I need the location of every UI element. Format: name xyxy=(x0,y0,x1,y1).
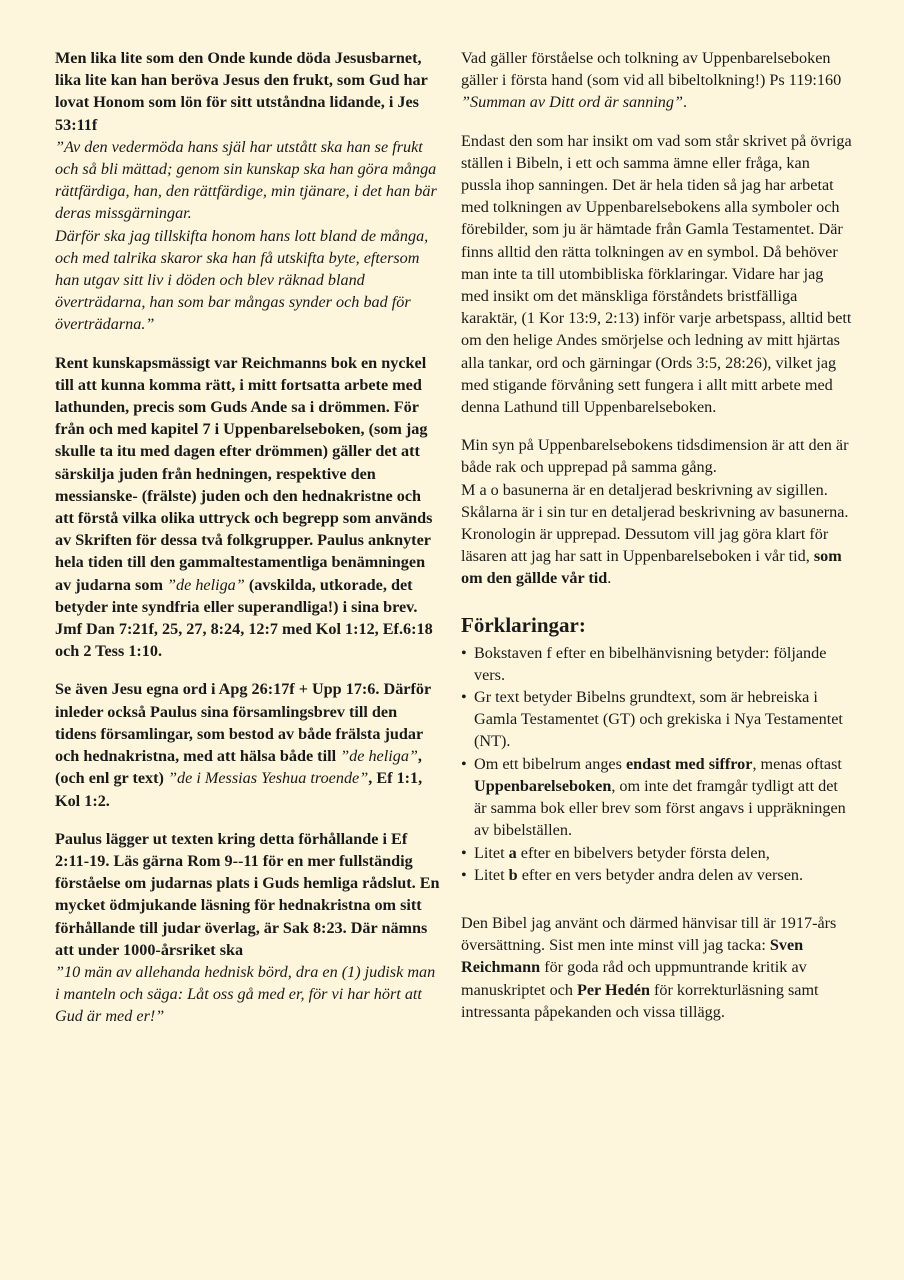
paragraph-right-3 xyxy=(461,434,853,589)
paragraph-right-4 xyxy=(461,912,853,1023)
paragraph-left-2-italic: ”de heliga” xyxy=(166,575,245,594)
list-item-text-1: Om ett bibelrum anges xyxy=(474,754,626,773)
bullet-icon: • xyxy=(461,865,467,884)
list-item-text: Gr text betyder Bibelns grundtext, som är hebreiska i Gamla Testamentet (GT) och grekiska i Nya Testamentet (NT). xyxy=(474,688,843,751)
paragraph-left-3 xyxy=(55,678,440,811)
right-column xyxy=(461,47,853,1039)
list-item xyxy=(461,842,853,864)
list-item-text-2: , menas oftast xyxy=(752,754,842,773)
paragraph-left-3-italic1: ”de heliga” xyxy=(340,747,418,766)
paragraph-right-4-text3: för korrekturläsning samt intressanta påpekanden och vissa tillägg. xyxy=(461,980,819,1021)
quote-jes-53-part2: Därför ska jag tillskifta honom hans lott bland de många, och med talrika skaror ska han få utskifta byte, eftersom han utgav sitt liv i döden och blev räknad bland överträdarna, han som bar mångas synder och bad för överträdarna.” xyxy=(55,226,429,334)
bullet-icon: • xyxy=(461,754,467,773)
left-column xyxy=(55,47,440,1044)
section-heading: Förklaringar: xyxy=(461,612,586,637)
paragraph-right-3-end: . xyxy=(607,569,612,588)
paragraph-right-1 xyxy=(461,47,853,114)
paragraph-left-1 xyxy=(55,47,440,336)
bullet-icon: • xyxy=(461,843,467,862)
list-item xyxy=(461,642,853,686)
paragraph-right-2: Endast den som har insikt om vad som står skrivet på övriga ställen i Bibeln, i ett och samma ämne eller fråga, kan pussla ihop sanningen. Det är hela tiden så jag har arbetat med tolkningen av Uppenbarelsebokens alla symboler och förebilder, som ju är hämtade från Gamla Testamentet. Där finns alltid den rätta tolkningen av en symbol. Då behöver man inte ta till utombibliska förklaringar. Vidare har jag med insikt om det mänskliga förståndets bristfälliga karaktär, (1 Kor 13:9, 2:13) inför varje arbetspass, alltid bett om den helige Andes smörjelse och ledning av mitt hjärtas alla tankar, ord och gärningar (Ords 3:5, 28:26), vilket jag med stigande förvåning sett fungera i allt mitt arbete med denna Lathund till Uppenbarelseboken. xyxy=(461,131,852,417)
list-item xyxy=(461,753,853,842)
paragraph-left-2 xyxy=(55,352,440,663)
bullet-icon: • xyxy=(461,643,467,662)
paragraph-right-1-end: . xyxy=(683,93,688,112)
list-item-bold-2: Uppenbarelseboken xyxy=(474,776,612,795)
list-item-text-1: Litet xyxy=(474,865,509,884)
paragraph-right-4-text2: för goda råd och uppmuntrande kritik av manuskriptet och xyxy=(461,958,807,999)
list-item-text-2: efter en vers betyder andra delen av versen. xyxy=(517,865,804,884)
list-item-bold: a xyxy=(508,843,517,862)
list-item-text: Bokstaven f efter en bibelhänvisning betyder: följande vers. xyxy=(474,643,827,684)
bullet-icon: • xyxy=(461,688,467,707)
explanation-list xyxy=(461,642,853,886)
list-item-text-3: , om inte det framgår tydligt att det är samma bok eller brev som först angavs i uppräkningen av bibelställen. xyxy=(474,776,846,840)
paragraph-right-1-text: Vad gäller förståelse och tolkning av Uppenbarelseboken gäller i första hand (som vid all bibeltolkning!) Ps 119:160 xyxy=(461,49,842,90)
paragraph-right-3-text: M a o basunerna är en detaljerad beskrivning av sigillen. Skålarna är i sin tur en detaljerad beskrivning av basunerna. Kronologin är upprepad. Dessutom vill jag göra klart för läsaren att jag har satt in Uppenbarelseboken i vår tid, xyxy=(461,480,849,566)
name-sven-reichmann: Sven Reichmann xyxy=(461,936,804,977)
paragraph-left-3-text1: Se även Jesu egna ord i Apg 26:17f + Upp 17:6. Därför inleder också Paulus sina församlingsbrev till den tidens församlingar, som bestod av både frälsta judar och hednakristna, med att hälsa både till xyxy=(55,680,431,766)
paragraph-right-3-bold: som om den gällde vår tid xyxy=(461,547,842,588)
paragraph-left-4 xyxy=(55,828,440,1028)
paragraph-right-4-text1: Den Bibel jag använt och därmed hänvisar till är 1917-års översättning. Sist men inte minst vill jag tacka: xyxy=(461,913,837,955)
list-item xyxy=(461,686,853,753)
paragraph-left-4-bold: Paulus lägger ut texten kring detta förhållande i Ef 2:11-19. Läs gärna Rom 9--11 för en mer fullständig förståelse om judarnas plats i Guds hemliga rådslut. En mycket ödmjukande läsning för hednakristna om sitt förhållande till judar överlag, är Sak 8:23. Där nämns att under 1000-årsriket ska xyxy=(55,829,440,959)
paragraph-right-1-italic: ”Summan av Ditt ord är sanning” xyxy=(461,93,684,112)
paragraph-left-2-text1: Rent kunskapsmässigt var Reichmanns bok en nyckel till att kunna komma rätt, i mitt fortsatta arbete med lathunden, precis som Guds Ande sa i drömmen. För från och med kapitel 7 i Uppenbarelseboken, (som jag skulle ta itu med dagen efter drömmen) gäller det att särskilja juden från hedningen, respektive den messianske- (frälste) juden och den hednakristne och att förstå vilka olika uttryck och begrepp som används av Skriften för dessa två folkgrupper. Paulus anknyter hela tiden till den gammaltestamentliga benämningen av judarna som xyxy=(55,353,433,594)
name-per-heden: Per Hedén xyxy=(576,980,650,999)
paragraph-left-3-text2: , (och enl gr text) xyxy=(55,747,422,788)
paragraph-left-3-text3: , Ef 1:1, Kol 1:2. xyxy=(55,769,423,810)
paragraph-left-2-text2: (avskilda, utkorade, det betyder inte syndfria eller superandliga!) i sina brev. Jmf Dan 7:21f, 25, 27, 8:24, 12:7 med Kol 1:12, Ef.6:18 och 2 Tess 1:10. xyxy=(55,575,433,661)
quote-jes-53-part1: ”Av den vedermöda hans själ har utstått ska han se frukt och så bli mättad; genom sin kunskap ska han göra många rättfärdiga, han, den rättfärdige, min tjänare, i det han bär deras missgärningar. xyxy=(55,137,437,223)
paragraph-left-1-bold: Men lika lite som den Onde kunde döda Jesusbarnet, lika lite kan han beröva Jesus den frukt, som Gud har lovat Honom som lön för sitt utståndna lidande, i Jes 53:11f xyxy=(55,49,428,134)
list-item-bold-1: endast med siffror xyxy=(625,754,753,773)
paragraph-right-3-line1: Min syn på Uppenbarelsebokens tidsdimension är att den är både rak och upprepad på samma gång. xyxy=(461,436,849,477)
list-item xyxy=(461,864,853,886)
list-item-bold: b xyxy=(508,865,518,884)
list-item-text-1: Litet xyxy=(474,843,509,862)
paragraph-left-3-italic2: ”de i Messias Yeshua troende” xyxy=(167,769,369,788)
quote-sak-8-23: ”10 män av allehanda hednisk börd, dra en (1) judisk man i manteln och säga: Låt oss gå med er, för vi har hört att Gud är med er!” xyxy=(55,962,436,1026)
list-item-text-2: efter en bibelvers betyder första delen, xyxy=(516,843,770,862)
